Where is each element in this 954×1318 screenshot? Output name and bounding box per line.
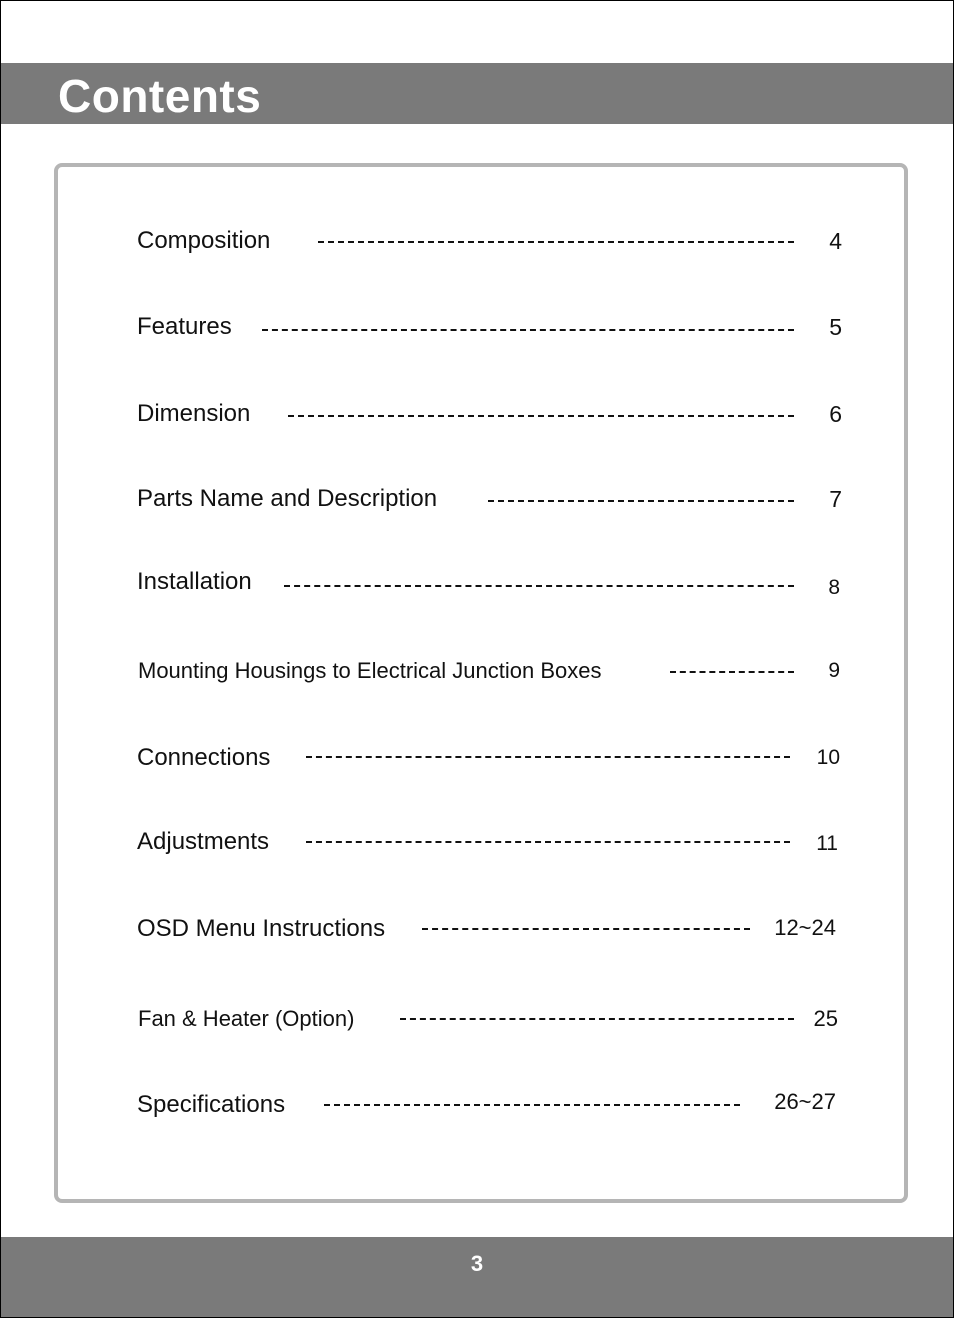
page-number: 3 (470, 1251, 484, 1276)
toc-entry-label: Composition (137, 227, 271, 254)
toc-dot-leader (400, 1018, 794, 1020)
toc-entry-label: Features (137, 313, 232, 340)
toc-entry-label: Parts Name and Description (137, 485, 438, 512)
toc-entry-label: Installation (137, 568, 252, 595)
toc-dot-leader (488, 500, 794, 502)
toc-dot-leader (318, 241, 794, 243)
toc-entry-label: OSD Menu Instructions (137, 915, 386, 942)
toc-page-number: 4 (829, 228, 842, 254)
toc-entry-dimension[interactable] (0, 399, 954, 439)
toc-page-number: 11 (816, 832, 838, 855)
toc-entry-connections[interactable] (0, 743, 954, 783)
toc-page-number: 9 (828, 659, 840, 682)
toc-entry-features[interactable] (0, 312, 954, 352)
toc-page-number: 5 (829, 314, 842, 340)
toc-page-number: 7 (829, 486, 842, 512)
toc-entry-label: Dimension (137, 400, 251, 427)
toc-entry-mounting-housings[interactable] (0, 656, 954, 696)
toc-page-number: 10 (816, 746, 840, 769)
toc-dot-leader (324, 1104, 740, 1106)
toc-dot-leader (306, 756, 790, 758)
toc-dot-leader (306, 841, 790, 843)
toc-entry-composition[interactable] (0, 226, 954, 266)
toc-entry-parts-name[interactable] (0, 484, 954, 524)
toc-entry-osd-menu[interactable] (0, 914, 954, 954)
page-title: Contents (58, 70, 262, 122)
toc-entry-specifications[interactable] (0, 1090, 954, 1130)
toc-dot-leader (670, 671, 794, 673)
toc-page-number: 25 (813, 1006, 838, 1031)
toc-entry-label: Adjustments (137, 828, 270, 855)
toc-entry-label: Connections (137, 744, 271, 771)
toc-page-number: 8 (828, 576, 840, 599)
toc-page-number: 6 (829, 401, 842, 427)
toc-entry-adjustments[interactable] (0, 827, 954, 867)
toc-entry-fan-heater[interactable] (0, 1004, 954, 1044)
toc-dot-leader (284, 585, 794, 587)
toc-page-number: 12~24 (774, 915, 836, 940)
toc-dot-leader (422, 928, 750, 930)
toc-entry-label: Specifications (137, 1091, 286, 1118)
toc-entry-label: Mounting Housings to Electrical Junction Boxes (138, 658, 602, 683)
toc-dot-leader (288, 415, 794, 417)
toc-entry-installation[interactable] (0, 567, 954, 607)
toc-page-number: 26~27 (774, 1089, 836, 1114)
toc-entry-label: Fan & Heater (Option) (138, 1006, 355, 1031)
toc-dot-leader (262, 329, 794, 331)
